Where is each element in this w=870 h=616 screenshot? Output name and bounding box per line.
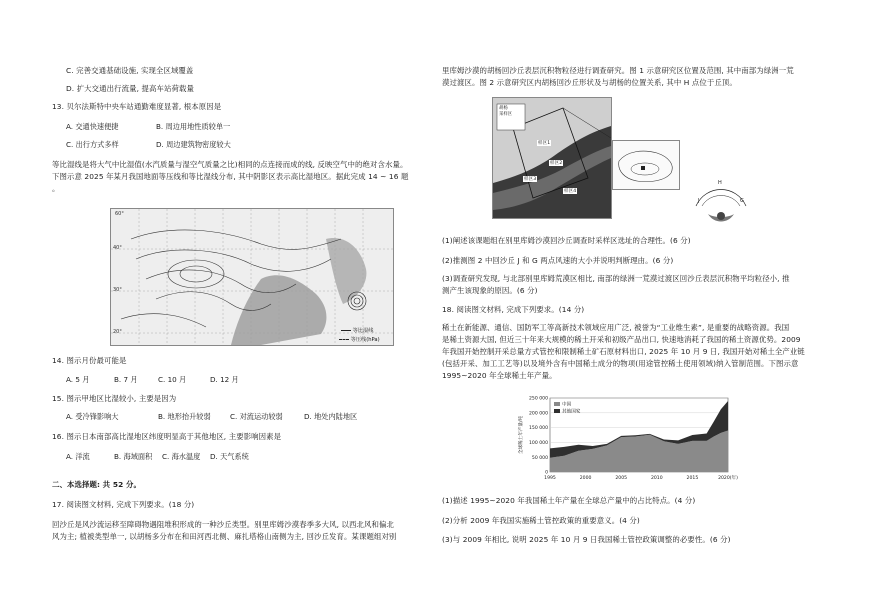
dune-point-j: J [698, 198, 700, 204]
q18-para-3: 年我国开始控制开采总量方式管控和限制稀土矿石原材料出口, 2025 年 10 月 9 日, 我国开始对稀土全产业链 [442, 347, 805, 356]
lon-label-row [115, 211, 124, 217]
legend-label-other: 其他国家 [562, 409, 581, 415]
q13-option-a: A. 交通快速便捷 [66, 122, 119, 131]
dune-point-g: G [740, 198, 744, 204]
figure-1-inset-map [612, 140, 680, 190]
figure-2-dune-diagram [692, 178, 750, 228]
x-tick-label: 2005 [615, 476, 628, 481]
y-axis-label: 全球稀土年产量/吨 [519, 415, 524, 455]
y-tick-label: 250 000 [529, 396, 548, 402]
q15-option-a: A. 受冷锋影响大 [66, 412, 119, 421]
q18-stem: 18. 阅读图文材料, 完成下列要求。(14 分) [442, 305, 585, 314]
fig1-sample-4: 样区4 [564, 189, 577, 194]
q15-option-b: B. 地形抬升较弱 [158, 412, 211, 421]
q17-cont-line-1: 里库姆沙漠的胡杨回沙丘表层沉积物粒径进行调查研究。图 1 示意研究区位置及范围, 其中南部为绿洲一荒 [442, 66, 794, 75]
q14-option-d: D. 12 月 [210, 375, 239, 384]
q18-para-2: 是稀土资源大国, 但近三十年来大规模的稀土开采和初级产品出口, 快速地消耗了我国的稀土资源优势。2009 [442, 335, 801, 344]
q17-part-2: (2)推测图 2 中回沙丘 J 和 G 两点风速的大小并说明判断理由。(6 分) [442, 256, 674, 265]
rare-earth-chart-svg [514, 392, 740, 488]
q13-option-c: C. 出行方式多样 [66, 140, 119, 149]
fig1-legend-poplar: 胡杨 [499, 106, 508, 111]
legend-swatch-other [554, 409, 560, 413]
y-tick-label: 200 000 [529, 411, 548, 417]
intro-line-1: 等比湿线是将大气中比湿值(水汽质量与湿空气质量之比)相同的点连接而成的线, 反映空气中的绝对含水量。 [52, 160, 408, 169]
fig1-sample-2: 样区2 [550, 161, 563, 166]
q17-paragraph-line-2: 风为主; 植被类型单一, 以胡杨多分布在和田河西北侧、麻扎塔格山南侧为主, 回沙丘发育。某课题组对别 [52, 532, 397, 541]
q18-part-2: (2)分析 2009 年我国实施稀土管控政策的重要意义。(4 分) [442, 516, 640, 525]
q14-option-a: A. 5 月 [66, 375, 90, 384]
lat-20: 20° [113, 329, 122, 335]
q16-option-c: C. 海水温度 [162, 452, 201, 461]
q13-option-b: B. 周边用地性质较单一 [156, 122, 231, 131]
legend-isobar-line [339, 336, 380, 343]
inset-map-graphic [613, 141, 679, 189]
q17-paragraph-line-1: 回沙丘是风沙流运移至障碍物遇阻堆积形成的一种沙丘类型。别里库姆沙漠春季多大风, 以西北风和偏北 [52, 520, 394, 529]
fig1-sample-3: 样区3 [524, 177, 537, 182]
lat-30: 30° [113, 287, 122, 293]
section-2-heading: 二、本选择题: 共 52 分。 [52, 480, 141, 489]
fig1-sample-1: 样区1 [538, 141, 551, 146]
x-tick-label: 2020(年) [718, 476, 738, 481]
intro-line-2: 下图示意 2025 年某月我国地面等压线和等比湿线分布, 其中阴影区表示高比湿地区。据此完成 14 ~ 16 题 [52, 172, 409, 181]
lon-60: 60° [115, 211, 124, 217]
dune-point-h: H [718, 180, 722, 186]
legend-isobar-label: 等压线(hPa) [350, 337, 380, 343]
q17-stem: 17. 阅读图文材料, 完成下列要求。(18 分) [52, 500, 195, 509]
lat-40: 40° [113, 245, 122, 251]
q17-part-3-line-2: 测产生该现象的原因。(6 分) [442, 286, 538, 295]
x-tick-label: 2000 [579, 476, 592, 481]
legend-label-china: 中国 [562, 402, 572, 408]
q12-option-c: C. 完善交通基础设施, 实现全区域覆盖 [66, 66, 194, 75]
q15-option-d: D. 地处内陆地区 [304, 412, 358, 421]
x-tick-label: 2015 [686, 476, 699, 481]
q18-para-1: 稀土在新能源、通信、国防军工等高新技术领域应用广泛, 被誉为“工业维生素”, 是重要的战略资源。我国 [442, 323, 790, 332]
q18-part-3: (3)与 2009 年相比, 说明 2025 年 10 月 9 日我国稀土管控政策调整的必要性。(6 分) [442, 535, 731, 544]
q14-stem: 14. 图示月份最可能是 [52, 356, 127, 365]
q14-option-b: B. 7 月 [114, 375, 138, 384]
legend-humidity-label: 等比湿线 [352, 328, 374, 334]
q16-option-a: A. 洋流 [66, 452, 90, 461]
q12-option-d: D. 扩大交通出行流量, 提高车站荷载量 [66, 84, 194, 93]
q14-option-c: C. 10 月 [158, 375, 187, 384]
isobar-humidity-map [110, 208, 394, 346]
legend-humidity-line [341, 327, 373, 334]
y-tick-label: 100 000 [529, 441, 548, 446]
figure-1-study-area [492, 97, 612, 219]
y-tick-label: 0 [545, 470, 548, 476]
q17-part-3-line-1: (3)调查研究发现, 与北部别里库姆荒漠区相比, 南部的绿洲一荒漠过渡区回沙丘表层沉积物平均粒径小, 推 [442, 274, 790, 283]
q15-stem: 15. 图示甲地区比湿较小, 主要是因为 [52, 394, 177, 403]
q18-part-1: (1)描述 1995~2020 年我国稀土年产量在全球总产量中的占比特点。(4 分) [442, 496, 696, 505]
q18-para-4: (包括开采、加工工艺等)以及境外含有中国稀土成分的物项(用途管控稀土使用领域)纳入管制范围。下图示意 [442, 359, 799, 368]
x-tick-label: 1995 [544, 476, 556, 481]
fig1-legend [499, 106, 512, 118]
rare-earth-chart [514, 392, 740, 488]
legend-swatch-china [554, 402, 560, 406]
q13-stem: 13. 贝尔法斯特中央车站通勤难度显著, 根本原因是 [52, 102, 222, 111]
q13-option-d: D. 周边建筑物密度较大 [156, 140, 231, 149]
q16-stem: 16. 图示日本南部高比湿地区纬度明显高于其他地区, 主要影响因素是 [52, 432, 282, 441]
q17-cont-line-2: 漠过渡区。图 2 示意研究区内胡杨回沙丘形状及与胡杨的位置关系, 其中 H 点位于丘顶。 [442, 78, 737, 87]
y-tick-label: 50 000 [531, 455, 548, 461]
q16-option-d: D. 天气系统 [210, 452, 249, 461]
q16-option-b: B. 海域面积 [114, 452, 153, 461]
q17-part-1: (1)阐述该课题组在别里库姆沙漠回沙丘调查时采样区选址的合理性。(6 分) [442, 236, 691, 245]
y-tick-label: 150 000 [529, 426, 548, 432]
intro-line-3: 。 [52, 184, 60, 193]
fig1-legend-sample-area: 采样区 [499, 112, 513, 117]
q18-para-5: 1995~2020 年全球稀土年产量。 [442, 371, 557, 380]
x-tick-label: 2010 [650, 476, 663, 481]
q15-option-c: C. 对流运动较弱 [230, 412, 283, 421]
map-graphic [111, 209, 393, 345]
